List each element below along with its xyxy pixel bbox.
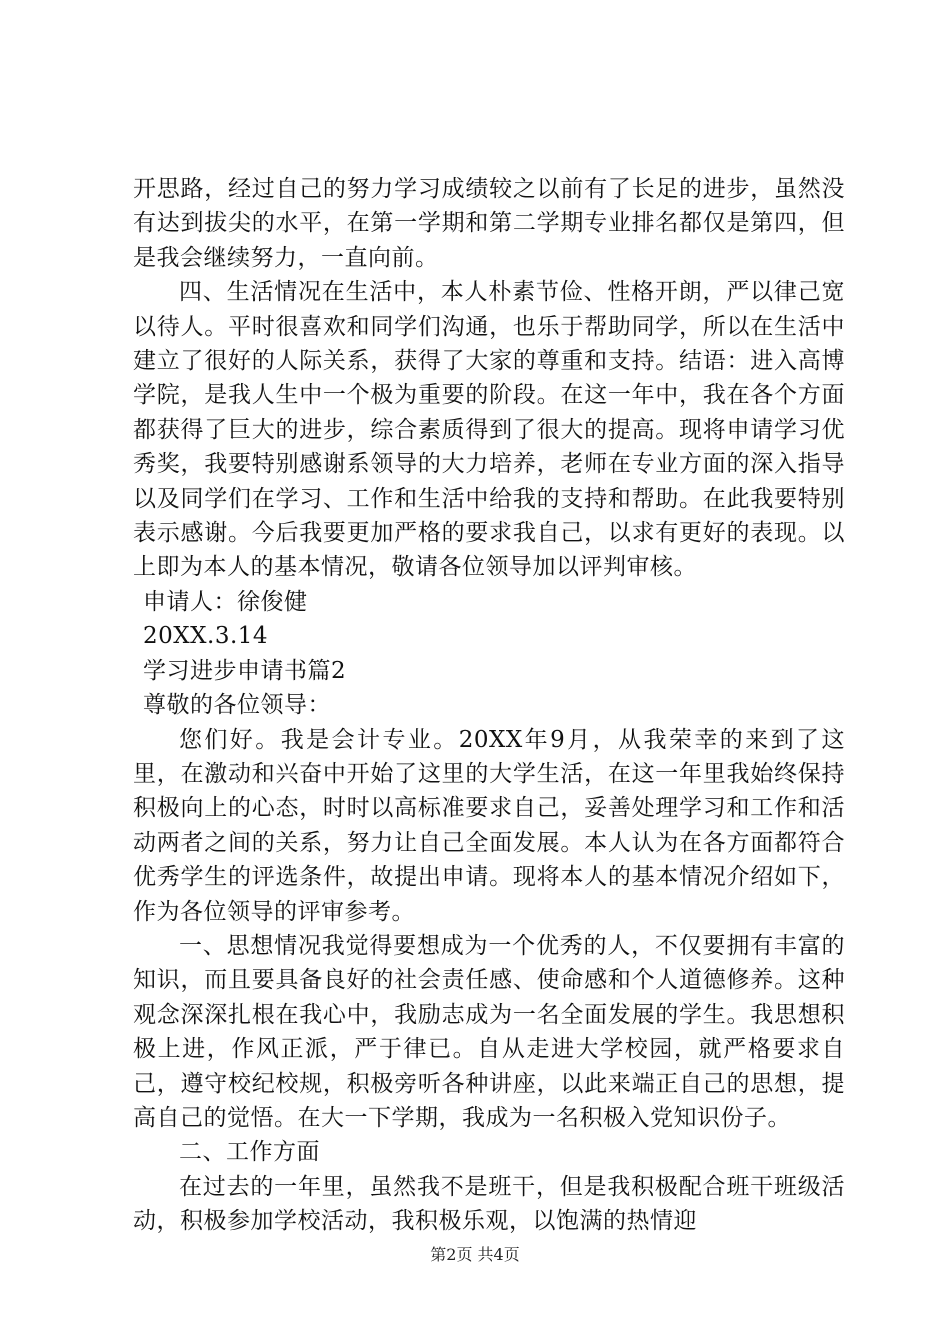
page-footer: 第2页 共4页 (430, 1245, 520, 1264)
date-line: 20XX.3.14 (143, 623, 269, 650)
paragraph-life-situation: 四、生活情况在生活中，本人朴素节俭、性格开朗，严以律己宽以待人。平时很喜欢和同学们沟通，也乐于帮助同学，所以在生活中建立了很好的人际关系，获得了大家的尊重和支持。结语：进入高博学院，是我人生中一个极为重要的阶段。在这一年中，我在各个方面都获得了巨大的进步，综合素质得到了很大的提高。现将申请学习优秀奖，我要特别感谢系领导的大力培养，老师在专业方面的深入指导以及同学们在学习、工作和生活中给我的支持和帮助。在此我要特别表示感谢。今后我要更加严格的要求我自己，以求有更好的表现。以上即为本人的基本情况，敬请各位领导加以评判审核。 (133, 279, 845, 581)
paragraph-introduction: 您们好。我是会计专业。20XX年9月，从我荣幸的来到了这里，在激动和兴奋中开始了这里的大学生活，在这一年里我始终保持积极向上的心态，时时以高标准要求自己，妥善处理学习和工作和活动两者之间的关系，努力让自己全面发展。本人认为在各方面都符合优秀学生的评选条件，故提出申请。现将本人的基本情况介绍如下，作为各位领导的评审参考。 (133, 726, 845, 925)
heading-work: 二、工作方面 (179, 1139, 320, 1166)
paragraph-work: 在过去的一年里，虽然我不是班干，但是我积极配合班干班级活动，积极参加学校活动，我积极乐观，以饱满的热情迎 (133, 1173, 845, 1235)
salutation: 尊敬的各位领导： (143, 692, 331, 719)
paragraph-thought: 一、思想情况我觉得要想成为一个优秀的人，不仅要拥有丰富的知识，而且要具备良好的社会责任感、使命感和个人道德修养。这种观念深深扎根在我心中，我励志成为一名全面发展的学生。我思想积极上进，作风正派，严于律已。自从走进大学校园，就严格要求自己，遵守校纪校规，积极旁听各种讲座，以此来端正自己的思想，提高自己的觉悟。在大一下学期，我成为一名积极入党知识份子。 (133, 932, 845, 1131)
paragraph-continuation: 开思路，经过自己的努力学习成绩较之以前有了长足的进步，虽然没有达到拔尖的水平，在第一学期和第二学期专业排名都仅是第四，但是我会继续努力，一直向前。 (133, 176, 845, 271)
section-title: 学习进步申请书篇2 (143, 657, 347, 684)
document-body (133, 172, 845, 1239)
applicant-line: 申请人：徐俊健 (143, 588, 308, 615)
